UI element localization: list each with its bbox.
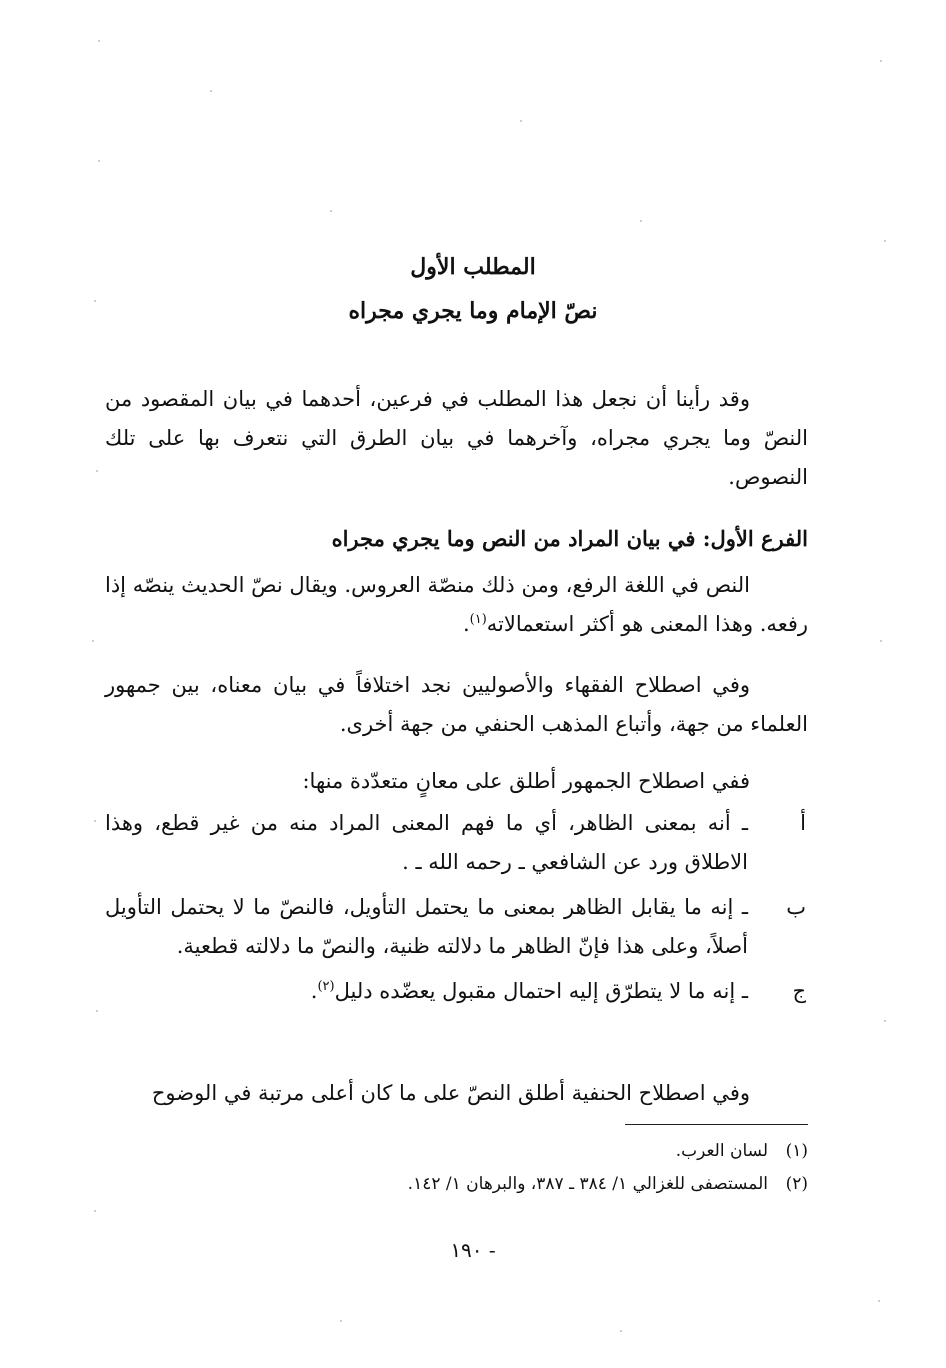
footnotes [105, 1135, 808, 1201]
footnote-number: (١) [785, 1141, 808, 1161]
scan-speck [520, 120, 522, 122]
list-item-letter: ج [792, 979, 806, 1003]
section-subtitle: نصّ الإمام وما يجري مجراه [348, 298, 598, 324]
list-item [105, 804, 808, 882]
list-item-letter: أ [800, 811, 806, 835]
scan-speck [884, 240, 886, 242]
footnote-separator [625, 1124, 808, 1125]
paragraph-majority: ففي اصطلاح الجمهور أطلق على معانٍ متعدّدة منها: [302, 769, 750, 793]
scan-speck [620, 1330, 622, 1332]
scan-speck [878, 1300, 880, 1302]
scan-speck [94, 300, 96, 302]
scan-speck [880, 640, 882, 642]
paragraph-text: النص في اللغة الرفع، ومن ذلك منصّة العروس. ويقال نصّ الحديث ينصّه إذا رفعه. وهذا المعنى هو أكثر استعمالاته [105, 573, 808, 636]
scan-speck [94, 1210, 96, 1212]
scan-speck [92, 640, 94, 642]
list-item-text: ـ إنه ما يقابل الظاهر بمعنى ما يحتمل التأويل، فالنصّ ما لا يحتمل التأويل أصلاً، وعلى هذا فإنّ الظاهر ما دلالته ظنية، والنصّ ما دلالته قطعية. [105, 895, 748, 958]
scan-speck [98, 40, 100, 42]
paragraph-terminology: وفي اصطلاح الفقهاء والأصوليين نجد اختلافاً في بيان معناه، بين جمهور العلماء من جهة، وأتباع المذهب الحنفي من جهة أخرى. [105, 673, 808, 736]
list-item [105, 888, 808, 966]
scan-speck [98, 160, 100, 162]
paragraph-definition-language [105, 566, 808, 644]
paragraph-hanafi: وفي اصطلاح الحنفية أطلق النصّ على ما كان أعلى مرتبة في الوضوح [151, 1081, 750, 1105]
page-number: - ١٩٠ [450, 1238, 496, 1262]
list-item-end: . [310, 979, 318, 1003]
list-item [105, 972, 808, 1011]
scan-speck [96, 1010, 98, 1012]
scan-speck [884, 1020, 886, 1022]
paragraph-end: . [462, 612, 470, 636]
branch-heading: الفرع الأول: في بيان المراد من النص وما يجري مجراه [331, 526, 808, 551]
footnote-text: لسان العرب. [675, 1141, 768, 1161]
list-item-text: ـ إنه ما لا يتطرّق إليه احتمال مقبول يعضّده دليل [334, 979, 748, 1003]
list-item-text: ـ أنه بمعنى الظاهر، أي ما فهم المعنى المراد منه من غير قطع، وهذا الاطلاق ورد عن الشافعي ـ رحمه الله ـ . [105, 811, 748, 874]
scan-speck [880, 60, 882, 62]
definitions-list [105, 804, 808, 1011]
scan-speck [94, 820, 96, 822]
footnote-number: (٢) [785, 1174, 808, 1194]
scan-speck [340, 1320, 342, 1322]
section-title: المطلب الأول [410, 254, 536, 280]
intro-paragraph: وقد رأينا أن نجعل هذا المطلب في فرعين، أحدهما في بيان المقصود من النصّ وما يجري مجراه، وآخرهما في بيان الطرق التي نتعرف بها على تلك النصوص. [105, 387, 808, 489]
scan-speck [210, 90, 212, 92]
scan-speck [96, 470, 98, 472]
footnote-text: المستصفى للغزالي ١/ ٣٨٤ ـ ٣٨٧، والبرهان ١/ ١٤٢. [407, 1174, 768, 1194]
scan-speck [330, 210, 332, 212]
footnote-item [105, 1135, 808, 1168]
scan-speck [640, 220, 642, 222]
footnote-reference: (١) [469, 612, 487, 627]
list-item-letter: ب [786, 895, 806, 919]
footnote-reference: (٢) [317, 979, 335, 994]
footnote-item [105, 1168, 808, 1201]
